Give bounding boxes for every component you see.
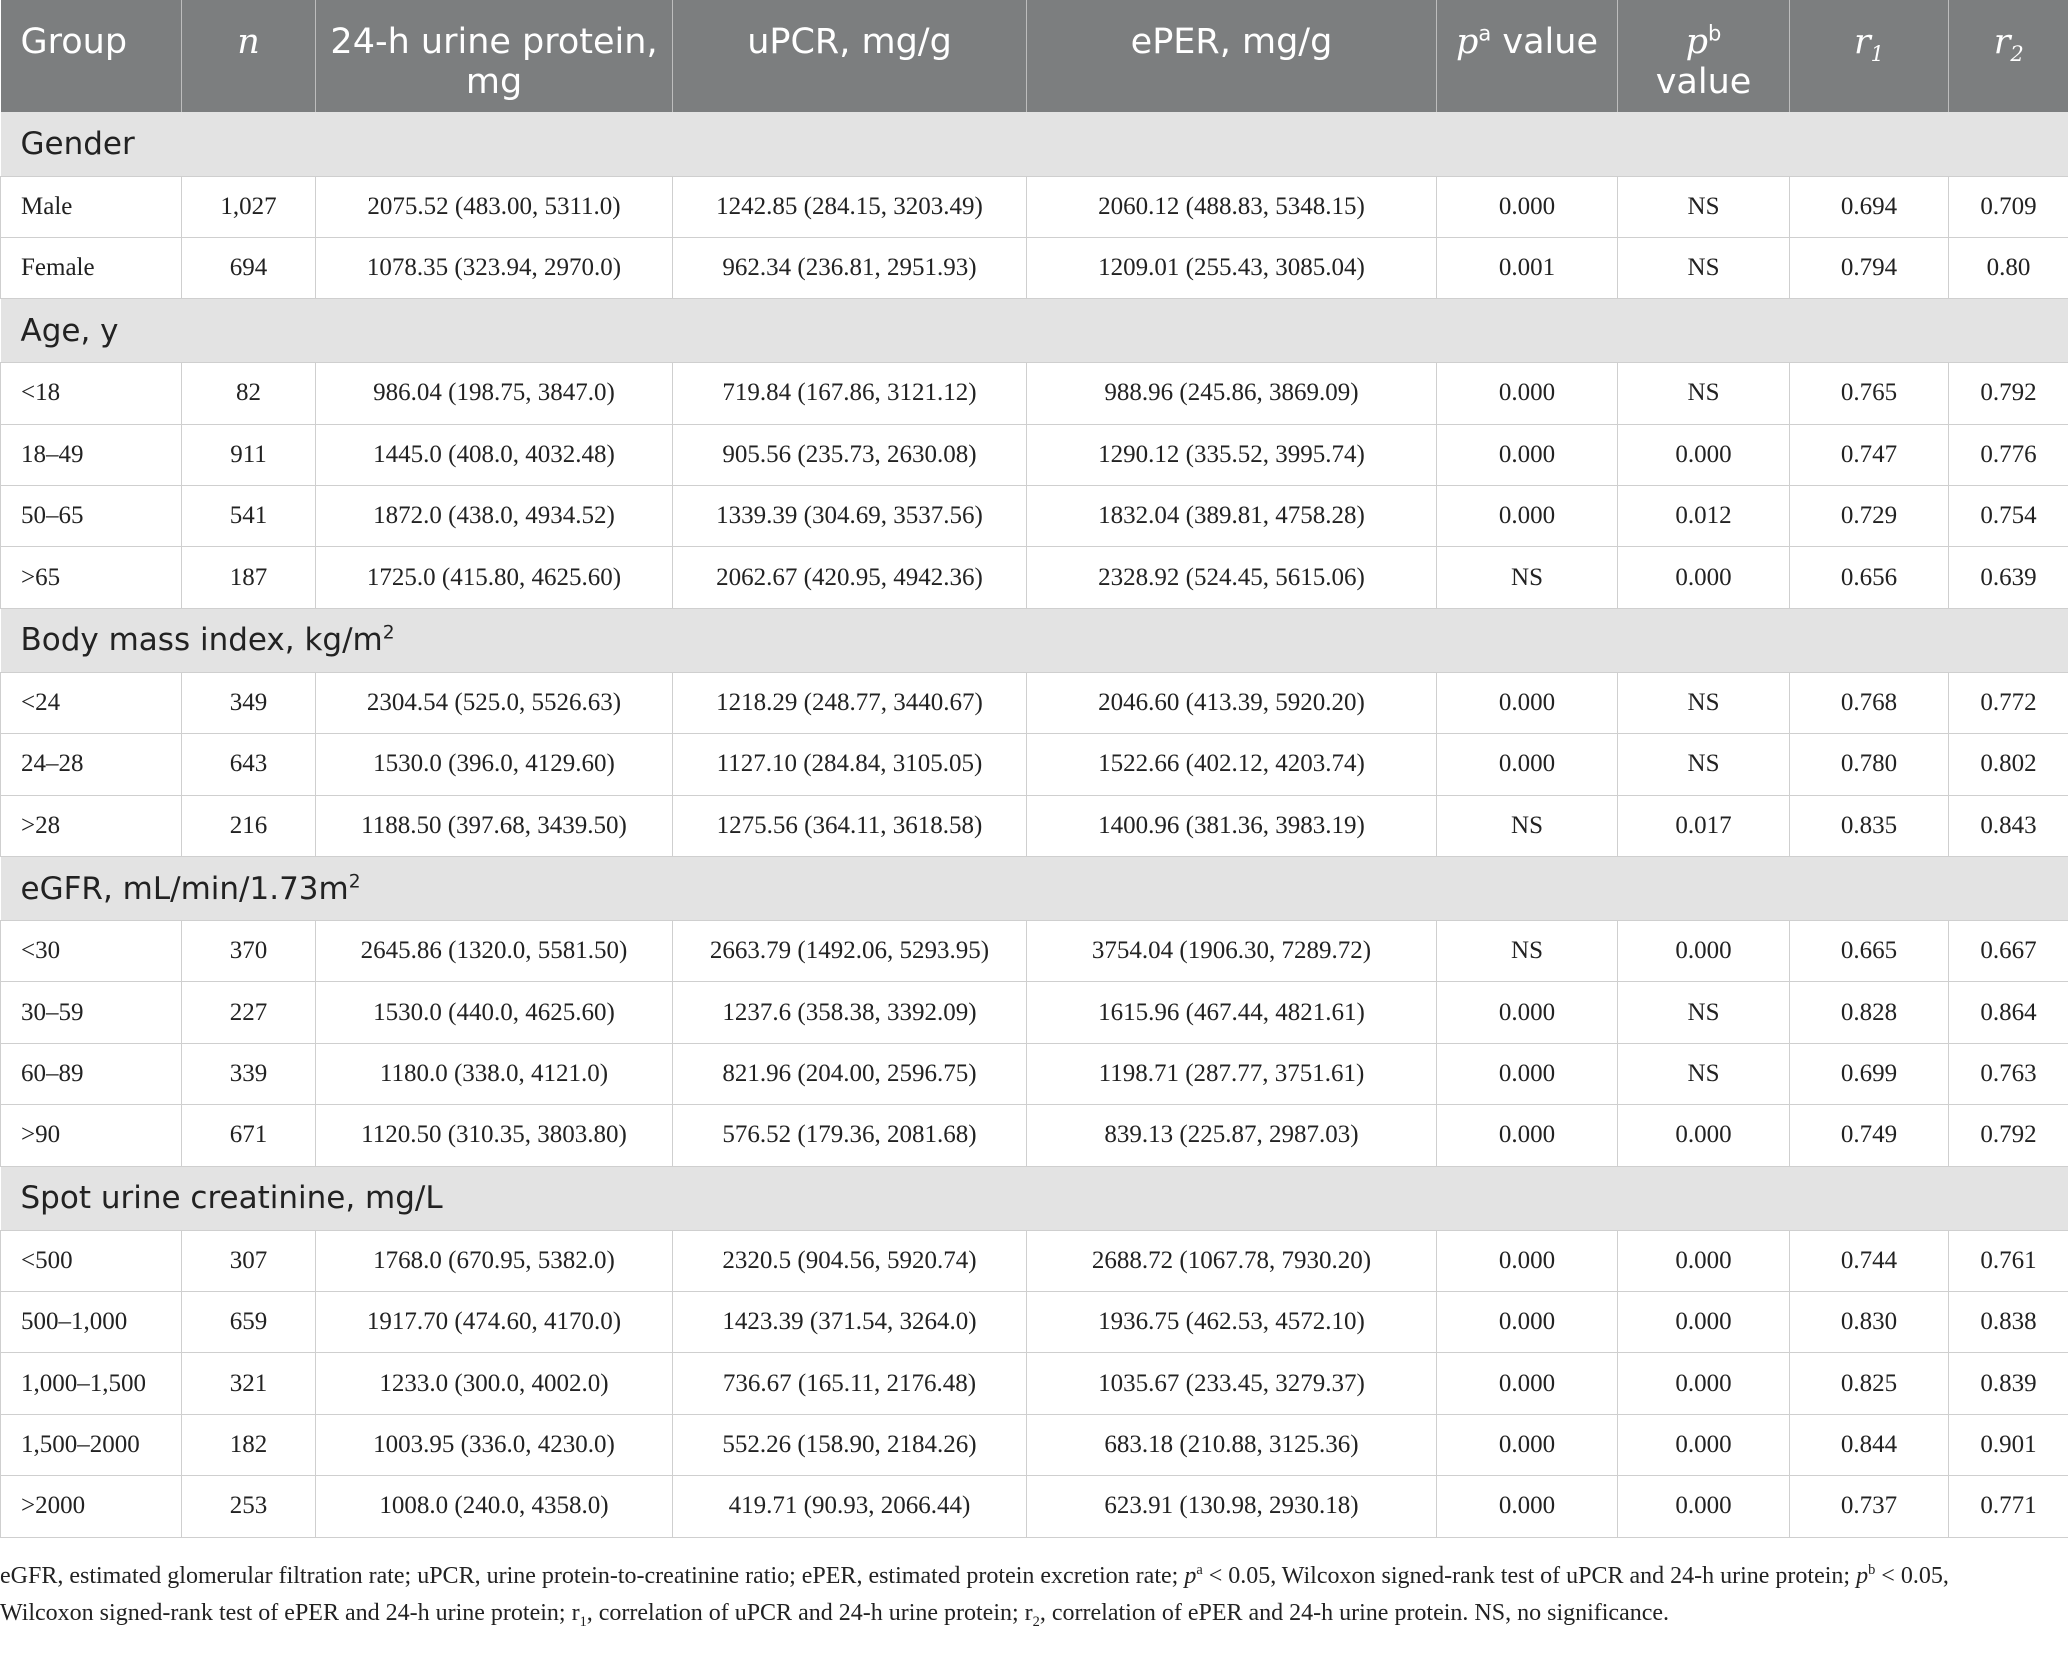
cell-r2: 0.901 <box>1949 1414 2068 1475</box>
cell-upcr: 1339.39 (304.69, 3537.56) <box>673 486 1027 547</box>
table-row <box>1 734 2068 795</box>
cell-eper: 1209.01 (255.43, 3085.04) <box>1027 237 1437 298</box>
cell-r2: 0.843 <box>1949 795 2068 856</box>
footnote-r2-sub: 2 <box>1032 1613 1040 1630</box>
header-pa-sup: a <box>1478 21 1492 46</box>
cell-upcr: 1242.85 (284.15, 3203.49) <box>673 176 1027 237</box>
table-row <box>1 1230 2068 1291</box>
cell-eper: 1522.66 (402.12, 4203.74) <box>1027 734 1437 795</box>
cell-eper: 2328.92 (524.45, 5615.06) <box>1027 547 1437 608</box>
cell-eper: 1035.67 (233.45, 3279.37) <box>1027 1353 1437 1414</box>
cell-r1: 0.825 <box>1790 1353 1949 1414</box>
cell-urine-24h: 1725.0 (415.80, 4625.60) <box>316 547 673 608</box>
cell-urine-24h: 1530.0 (396.0, 4129.60) <box>316 734 673 795</box>
cell-pa-value: 0.000 <box>1437 1043 1618 1104</box>
table-header <box>1 0 2068 112</box>
section-title-text: Age, y <box>20 312 119 349</box>
section-row <box>1 112 2068 176</box>
footnote-pb-p: p <box>1856 1563 1869 1589</box>
header-group: Group <box>1 0 182 112</box>
table-row <box>1 1476 2068 1537</box>
cell-group-label: Female <box>1 237 182 298</box>
cell-pb-value: 0.000 <box>1618 1353 1790 1414</box>
header-eper: ePER, mg/g <box>1027 0 1437 112</box>
cell-urine-24h: 2075.52 (483.00, 5311.0) <box>316 176 673 237</box>
cell-n: 227 <box>182 982 316 1043</box>
cell-r2: 0.839 <box>1949 1353 2068 1414</box>
cell-r1: 0.844 <box>1790 1414 1949 1475</box>
cell-pa-value: 0.000 <box>1437 1476 1618 1537</box>
section-title <box>1 1166 2068 1230</box>
table-row <box>1 921 2068 982</box>
cell-group-label: Male <box>1 176 182 237</box>
cell-group-label: 500–1,000 <box>1 1291 182 1352</box>
cell-group-label: >2000 <box>1 1476 182 1537</box>
cell-n: 253 <box>182 1476 316 1537</box>
cell-group-label: 24–28 <box>1 734 182 795</box>
cell-n: 659 <box>182 1291 316 1352</box>
cell-group-label: <30 <box>1 921 182 982</box>
cell-urine-24h: 1008.0 (240.0, 4358.0) <box>316 1476 673 1537</box>
table-row <box>1 1291 2068 1352</box>
cell-r1: 0.830 <box>1790 1291 1949 1352</box>
cell-urine-24h: 1917.70 (474.60, 4170.0) <box>316 1291 673 1352</box>
cell-group-label: 30–59 <box>1 982 182 1043</box>
cell-upcr: 1218.29 (248.77, 3440.67) <box>673 672 1027 733</box>
cell-eper: 1400.96 (381.36, 3983.19) <box>1027 795 1437 856</box>
section-title <box>1 112 2068 176</box>
cell-pa-value: 0.000 <box>1437 672 1618 733</box>
cell-urine-24h: 1180.0 (338.0, 4121.0) <box>316 1043 673 1104</box>
table-row <box>1 1353 2068 1414</box>
header-n-label: n <box>237 22 260 62</box>
cell-group-label: 1,000–1,500 <box>1 1353 182 1414</box>
cell-group-label: 18–49 <box>1 424 182 485</box>
cell-r1: 0.737 <box>1790 1476 1949 1537</box>
table-row <box>1 1105 2068 1166</box>
header-r2-sub: 2 <box>2010 42 2024 66</box>
cell-pb-value: NS <box>1618 176 1790 237</box>
cell-pa-value: 0.001 <box>1437 237 1618 298</box>
header-upcr: uPCR, mg/g <box>673 0 1027 112</box>
cell-r1: 0.694 <box>1790 176 1949 237</box>
cell-pb-value: NS <box>1618 363 1790 424</box>
cell-group-label: <500 <box>1 1230 182 1291</box>
cell-pb-value: 0.000 <box>1618 1476 1790 1537</box>
cell-r1: 0.780 <box>1790 734 1949 795</box>
cell-r1: 0.744 <box>1790 1230 1949 1291</box>
cell-eper: 2060.12 (488.83, 5348.15) <box>1027 176 1437 237</box>
cell-r2: 0.838 <box>1949 1291 2068 1352</box>
table-row <box>1 363 2068 424</box>
table-row <box>1 1414 2068 1475</box>
cell-pb-value: 0.000 <box>1618 921 1790 982</box>
cell-pb-value: NS <box>1618 982 1790 1043</box>
cell-n: 671 <box>182 1105 316 1166</box>
cell-r2: 0.864 <box>1949 982 2068 1043</box>
cell-upcr: 1237.6 (358.38, 3392.09) <box>673 982 1027 1043</box>
cell-pb-value: 0.000 <box>1618 1230 1790 1291</box>
footnote-part1: eGFR, estimated glomerular filtration rate; uPCR, urine protein-to-creatinine ratio; ePER, estimated protein excretion rate; <box>0 1563 1185 1589</box>
cell-r1: 0.729 <box>1790 486 1949 547</box>
cell-n: 182 <box>182 1414 316 1475</box>
cell-r2: 0.639 <box>1949 547 2068 608</box>
cell-upcr: 2062.67 (420.95, 4942.36) <box>673 547 1027 608</box>
footnote-part2: < 0.05, Wilcoxon signed-rank test of uPCR and 24-h urine protein; <box>1202 1563 1857 1589</box>
cell-urine-24h: 2645.86 (1320.0, 5581.50) <box>316 921 673 982</box>
cell-n: 216 <box>182 795 316 856</box>
cell-r2: 0.792 <box>1949 363 2068 424</box>
cell-upcr: 719.84 (167.86, 3121.12) <box>673 363 1027 424</box>
cell-n: 643 <box>182 734 316 795</box>
cell-pa-value: 0.000 <box>1437 982 1618 1043</box>
cell-pb-value: 0.000 <box>1618 1414 1790 1475</box>
section-title-superscript: 2 <box>348 871 361 893</box>
cell-r1: 0.699 <box>1790 1043 1949 1104</box>
cell-eper: 1936.75 (462.53, 4572.10) <box>1027 1291 1437 1352</box>
cell-upcr: 905.56 (235.73, 2630.08) <box>673 424 1027 485</box>
cell-upcr: 2320.5 (904.56, 5920.74) <box>673 1230 1027 1291</box>
cell-upcr: 552.26 (158.90, 2184.26) <box>673 1414 1027 1475</box>
cell-pa-value: 0.000 <box>1437 1291 1618 1352</box>
section-row <box>1 608 2068 672</box>
section-row <box>1 1166 2068 1230</box>
cell-pa-value: NS <box>1437 547 1618 608</box>
cell-group-label: <24 <box>1 672 182 733</box>
footnote-pa-sup: a <box>1196 1562 1203 1578</box>
header-n <box>182 0 316 112</box>
cell-pb-value: NS <box>1618 734 1790 795</box>
header-r1-r: r <box>1853 22 1871 62</box>
cell-pa-value: 0.000 <box>1437 1414 1618 1475</box>
cell-n: 307 <box>182 1230 316 1291</box>
section-title-text: eGFR, mL/min/1.73m <box>20 870 349 907</box>
cell-r2: 0.771 <box>1949 1476 2068 1537</box>
footnote-r1-sub: 1 <box>579 1613 587 1630</box>
cell-urine-24h: 1768.0 (670.95, 5382.0) <box>316 1230 673 1291</box>
cell-r2: 0.754 <box>1949 486 2068 547</box>
cell-r2: 0.667 <box>1949 921 2068 982</box>
cell-n: 1,027 <box>182 176 316 237</box>
cell-r1: 0.656 <box>1790 547 1949 608</box>
footnote-part4: , correlation of uPCR and 24-h urine protein; r <box>586 1600 1033 1626</box>
cell-r1: 0.835 <box>1790 795 1949 856</box>
cell-urine-24h: 1120.50 (310.35, 3803.80) <box>316 1105 673 1166</box>
cell-upcr: 1275.56 (364.11, 3618.58) <box>673 795 1027 856</box>
cell-pa-value: 0.000 <box>1437 1105 1618 1166</box>
header-pa-value <box>1437 0 1618 112</box>
section-title-text: Gender <box>20 125 135 162</box>
cell-group-label: 60–89 <box>1 1043 182 1104</box>
cell-n: 339 <box>182 1043 316 1104</box>
cell-n: 82 <box>182 363 316 424</box>
cell-r2: 0.80 <box>1949 237 2068 298</box>
cell-r1: 0.828 <box>1790 982 1949 1043</box>
cell-pa-value: NS <box>1437 795 1618 856</box>
cell-eper: 623.91 (130.98, 2930.18) <box>1027 1476 1437 1537</box>
cell-eper: 683.18 (210.88, 3125.36) <box>1027 1414 1437 1475</box>
cell-upcr: 736.67 (165.11, 2176.48) <box>673 1353 1027 1414</box>
cell-r1: 0.765 <box>1790 363 1949 424</box>
header-pb-value <box>1618 0 1790 112</box>
table-row <box>1 486 2068 547</box>
cell-pa-value: 0.000 <box>1437 734 1618 795</box>
cell-upcr: 576.52 (179.36, 2081.68) <box>673 1105 1027 1166</box>
table-row <box>1 424 2068 485</box>
cell-r2: 0.772 <box>1949 672 2068 733</box>
cell-eper: 988.96 (245.86, 3869.09) <box>1027 363 1437 424</box>
section-row <box>1 857 2068 921</box>
cell-pa-value: 0.000 <box>1437 1353 1618 1414</box>
cell-eper: 1615.96 (467.44, 4821.61) <box>1027 982 1437 1043</box>
cell-pa-value: 0.000 <box>1437 176 1618 237</box>
cell-upcr: 1423.39 (371.54, 3264.0) <box>673 1291 1027 1352</box>
section-title-text: Body mass index, kg/m <box>20 622 383 659</box>
cell-eper: 1198.71 (287.77, 3751.61) <box>1027 1043 1437 1104</box>
cell-upcr: 1127.10 (284.84, 3105.05) <box>673 734 1027 795</box>
cell-pb-value: 0.000 <box>1618 424 1790 485</box>
header-pa-rest: value <box>1491 22 1598 62</box>
cell-r2: 0.763 <box>1949 1043 2068 1104</box>
cell-upcr: 962.34 (236.81, 2951.93) <box>673 237 1027 298</box>
table-row <box>1 1043 2068 1104</box>
cell-n: 349 <box>182 672 316 733</box>
header-pa-p: p <box>1455 22 1479 62</box>
section-title <box>1 608 2068 672</box>
cell-pa-value: NS <box>1437 921 1618 982</box>
cell-upcr: 821.96 (204.00, 2596.75) <box>673 1043 1027 1104</box>
header-r2 <box>1949 0 2068 112</box>
cell-pb-value: 0.000 <box>1618 1105 1790 1166</box>
cell-pa-value: 0.000 <box>1437 1230 1618 1291</box>
cell-r1: 0.747 <box>1790 424 1949 485</box>
cell-urine-24h: 1445.0 (408.0, 4032.48) <box>316 424 673 485</box>
cell-eper: 3754.04 (1906.30, 7289.72) <box>1027 921 1437 982</box>
cell-eper: 1832.04 (389.81, 4758.28) <box>1027 486 1437 547</box>
header-pb-p: p <box>1685 22 1709 62</box>
cell-n: 541 <box>182 486 316 547</box>
cell-upcr: 419.71 (90.93, 2066.44) <box>673 1476 1027 1537</box>
cell-eper: 1290.12 (335.52, 3995.74) <box>1027 424 1437 485</box>
cell-r2: 0.776 <box>1949 424 2068 485</box>
cell-r1: 0.665 <box>1790 921 1949 982</box>
cell-pb-value: 0.017 <box>1618 795 1790 856</box>
cell-upcr: 2663.79 (1492.06, 5293.95) <box>673 921 1027 982</box>
header-pb-sup: b <box>1708 21 1722 46</box>
table-row <box>1 547 2068 608</box>
cell-r1: 0.768 <box>1790 672 1949 733</box>
cell-group-label: <18 <box>1 363 182 424</box>
cell-r2: 0.709 <box>1949 176 2068 237</box>
section-title-text: Spot urine creatinine, mg/L <box>20 1180 443 1217</box>
header-r1-sub: 1 <box>1870 42 1885 66</box>
cell-r2: 0.802 <box>1949 734 2068 795</box>
footnote-pa-p: p <box>1184 1563 1197 1589</box>
cell-pb-value: NS <box>1618 672 1790 733</box>
cell-urine-24h: 1078.35 (323.94, 2970.0) <box>316 237 673 298</box>
cell-pb-value: NS <box>1618 237 1790 298</box>
cell-pa-value: 0.000 <box>1437 363 1618 424</box>
cell-pb-value: NS <box>1618 1043 1790 1104</box>
cell-urine-24h: 1188.50 (397.68, 3439.50) <box>316 795 673 856</box>
cell-urine-24h: 2304.54 (525.0, 5526.63) <box>316 672 673 733</box>
cell-urine-24h: 1233.0 (300.0, 4002.0) <box>316 1353 673 1414</box>
header-pb-rest: value <box>1655 62 1752 102</box>
cell-urine-24h: 1872.0 (438.0, 4934.52) <box>316 486 673 547</box>
cell-group-label: >90 <box>1 1105 182 1166</box>
cell-n: 370 <box>182 921 316 982</box>
cell-pb-value: 0.000 <box>1618 547 1790 608</box>
cell-group-label: >65 <box>1 547 182 608</box>
cell-r1: 0.749 <box>1790 1105 1949 1166</box>
table-body <box>1 112 2068 1537</box>
section-title <box>1 857 2068 921</box>
table-footnote <box>0 1558 2040 1632</box>
cell-n: 694 <box>182 237 316 298</box>
cell-eper: 2046.60 (413.39, 5920.20) <box>1027 672 1437 733</box>
cell-n: 187 <box>182 547 316 608</box>
cell-group-label: 50–65 <box>1 486 182 547</box>
cell-eper: 2688.72 (1067.78, 7930.20) <box>1027 1230 1437 1291</box>
footnote-part5: , correlation of ePER and 24-h urine protein. NS, no significance. <box>1039 1600 1670 1626</box>
table-row <box>1 982 2068 1043</box>
header-row <box>1 0 2068 112</box>
cell-group-label: 1,500–2000 <box>1 1414 182 1475</box>
cell-r1: 0.794 <box>1790 237 1949 298</box>
cell-eper: 839.13 (225.87, 2987.03) <box>1027 1105 1437 1166</box>
cell-pa-value: 0.000 <box>1437 424 1618 485</box>
cell-n: 321 <box>182 1353 316 1414</box>
table-row <box>1 672 2068 733</box>
header-24h-urine-protein: 24-h urine protein, mg <box>316 0 673 112</box>
cell-urine-24h: 1530.0 (440.0, 4625.60) <box>316 982 673 1043</box>
cell-r2: 0.761 <box>1949 1230 2068 1291</box>
table-row <box>1 176 2068 237</box>
cell-urine-24h: 1003.95 (336.0, 4230.0) <box>316 1414 673 1475</box>
cell-n: 911 <box>182 424 316 485</box>
section-row <box>1 299 2068 363</box>
table-row <box>1 795 2068 856</box>
cell-r2: 0.792 <box>1949 1105 2068 1166</box>
footnote-pb-sup: b <box>1868 1562 1876 1578</box>
cell-group-label: >28 <box>1 795 182 856</box>
cell-urine-24h: 986.04 (198.75, 3847.0) <box>316 363 673 424</box>
table-row <box>1 237 2068 298</box>
cell-pb-value: 0.012 <box>1618 486 1790 547</box>
header-r2-r: r <box>1993 22 2011 62</box>
footnote-part3: < 0.05, Wilcoxon signed-rank test of ePER and 24-h urine protein; r <box>0 1563 1949 1626</box>
cell-pa-value: 0.000 <box>1437 486 1618 547</box>
cell-pb-value: 0.000 <box>1618 1291 1790 1352</box>
section-title <box>1 299 2068 363</box>
section-title-superscript: 2 <box>382 623 395 645</box>
header-r1 <box>1790 0 1949 112</box>
